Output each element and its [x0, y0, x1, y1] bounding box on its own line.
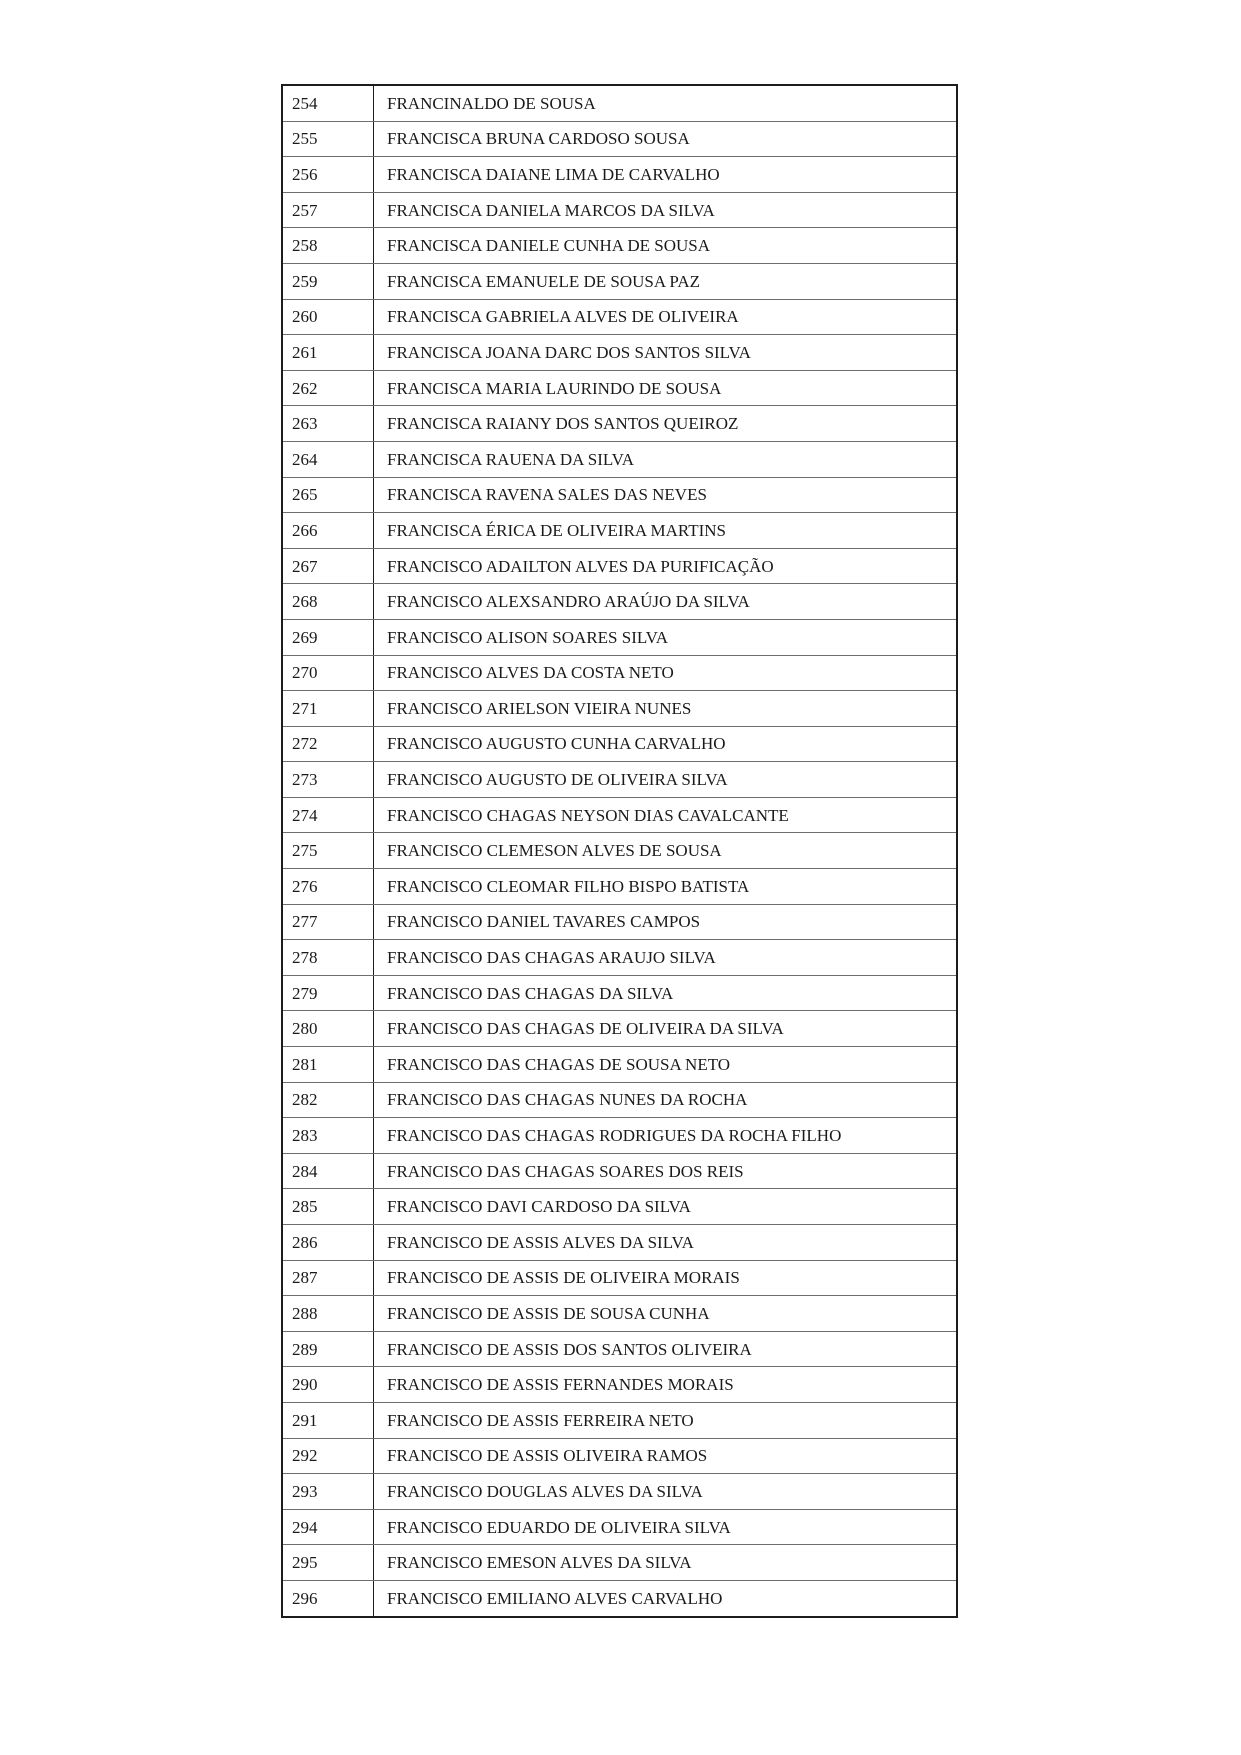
row-name-cell: FRANCISCA GABRIELA ALVES DE OLIVEIRA: [374, 299, 958, 335]
row-number-cell: 264: [282, 441, 374, 477]
row-name-cell: FRANCISCO ALEXSANDRO ARAÚJO DA SILVA: [374, 584, 958, 620]
table-row: [282, 940, 957, 976]
row-number-cell: 255: [282, 121, 374, 157]
row-name-cell: FRANCISCO DAS CHAGAS RODRIGUES DA ROCHA FILHO: [374, 1118, 958, 1154]
row-number-cell: 257: [282, 192, 374, 228]
row-name-cell: FRANCISCO DE ASSIS DOS SANTOS OLIVEIRA: [374, 1331, 958, 1367]
table-row: [282, 157, 957, 193]
row-name-cell: FRANCISCO CLEOMAR FILHO BISPO BATISTA: [374, 869, 958, 905]
row-name-cell: FRANCISCO AUGUSTO DE OLIVEIRA SILVA: [374, 762, 958, 798]
row-number-cell: 289: [282, 1331, 374, 1367]
row-name-cell: FRANCISCA EMANUELE DE SOUSA PAZ: [374, 263, 958, 299]
name-list-table: [281, 84, 958, 1618]
row-number-cell: 294: [282, 1509, 374, 1545]
table-row: [282, 263, 957, 299]
row-number-cell: 290: [282, 1367, 374, 1403]
row-name-cell: FRANCISCO DE ASSIS FERNANDES MORAIS: [374, 1367, 958, 1403]
row-number-cell: 273: [282, 762, 374, 798]
table-row: [282, 1545, 957, 1581]
row-number-cell: 262: [282, 370, 374, 406]
table-row: [282, 762, 957, 798]
row-number-cell: 275: [282, 833, 374, 869]
table-row: [282, 192, 957, 228]
row-name-cell: FRANCISCA RAVENA SALES DAS NEVES: [374, 477, 958, 513]
table-row: [282, 797, 957, 833]
row-number-cell: 296: [282, 1580, 374, 1616]
row-name-cell: FRANCISCO ALISON SOARES SILVA: [374, 619, 958, 655]
row-name-cell: FRANCISCO DE ASSIS ALVES DA SILVA: [374, 1225, 958, 1261]
row-name-cell: FRANCINALDO DE SOUSA: [374, 85, 958, 121]
table-row: [282, 691, 957, 727]
row-name-cell: FRANCISCO EMILIANO ALVES CARVALHO: [374, 1580, 958, 1616]
row-number-cell: 282: [282, 1082, 374, 1118]
row-number-cell: 261: [282, 335, 374, 371]
row-number-cell: 280: [282, 1011, 374, 1047]
row-name-cell: FRANCISCO DAVI CARDOSO DA SILVA: [374, 1189, 958, 1225]
row-number-cell: 271: [282, 691, 374, 727]
row-name-cell: FRANCISCA DANIELE CUNHA DE SOUSA: [374, 228, 958, 264]
row-number-cell: 281: [282, 1047, 374, 1083]
row-number-cell: 277: [282, 904, 374, 940]
row-number-cell: 266: [282, 513, 374, 549]
table-row: [282, 1331, 957, 1367]
row-name-cell: FRANCISCA RAIANY DOS SANTOS QUEIROZ: [374, 406, 958, 442]
row-number-cell: 283: [282, 1118, 374, 1154]
table-row: [282, 299, 957, 335]
row-number-cell: 260: [282, 299, 374, 335]
row-number-cell: 270: [282, 655, 374, 691]
row-number-cell: 295: [282, 1545, 374, 1581]
table-row: [282, 441, 957, 477]
row-name-cell: FRANCISCA JOANA DARC DOS SANTOS SILVA: [374, 335, 958, 371]
row-name-cell: FRANCISCO DAS CHAGAS DE SOUSA NETO: [374, 1047, 958, 1083]
row-name-cell: FRANCISCA MARIA LAURINDO DE SOUSA: [374, 370, 958, 406]
row-name-cell: FRANCISCO EMESON ALVES DA SILVA: [374, 1545, 958, 1581]
table-row: [282, 1296, 957, 1332]
row-number-cell: 258: [282, 228, 374, 264]
row-name-cell: FRANCISCA RAUENA DA SILVA: [374, 441, 958, 477]
row-number-cell: 278: [282, 940, 374, 976]
row-number-cell: 291: [282, 1402, 374, 1438]
row-number-cell: 256: [282, 157, 374, 193]
row-name-cell: FRANCISCO DAS CHAGAS DE OLIVEIRA DA SILVA: [374, 1011, 958, 1047]
row-number-cell: 293: [282, 1474, 374, 1510]
row-name-cell: FRANCISCA BRUNA CARDOSO SOUSA: [374, 121, 958, 157]
table-row: [282, 1225, 957, 1261]
table-row: [282, 1260, 957, 1296]
row-name-cell: FRANCISCO ALVES DA COSTA NETO: [374, 655, 958, 691]
table-row: [282, 121, 957, 157]
row-name-cell: FRANCISCO AUGUSTO CUNHA CARVALHO: [374, 726, 958, 762]
table-row: [282, 370, 957, 406]
row-number-cell: 276: [282, 869, 374, 905]
row-number-cell: 285: [282, 1189, 374, 1225]
row-number-cell: 265: [282, 477, 374, 513]
row-name-cell: FRANCISCO DE ASSIS DE SOUSA CUNHA: [374, 1296, 958, 1332]
table-row: [282, 1474, 957, 1510]
table-row: [282, 584, 957, 620]
row-number-cell: 263: [282, 406, 374, 442]
row-number-cell: 288: [282, 1296, 374, 1332]
table-row: [282, 1509, 957, 1545]
row-name-cell: FRANCISCO EDUARDO DE OLIVEIRA SILVA: [374, 1509, 958, 1545]
row-name-cell: FRANCISCO ADAILTON ALVES DA PURIFICAÇÃO: [374, 548, 958, 584]
row-number-cell: 272: [282, 726, 374, 762]
table-row: [282, 975, 957, 1011]
row-name-cell: FRANCISCO DE ASSIS FERREIRA NETO: [374, 1402, 958, 1438]
table-row: [282, 477, 957, 513]
row-name-cell: FRANCISCO CLEMESON ALVES DE SOUSA: [374, 833, 958, 869]
row-number-cell: 279: [282, 975, 374, 1011]
table-row: [282, 726, 957, 762]
row-name-cell: FRANCISCO DAS CHAGAS SOARES DOS REIS: [374, 1153, 958, 1189]
table-row: [282, 1580, 957, 1616]
row-number-cell: 269: [282, 619, 374, 655]
row-number-cell: 254: [282, 85, 374, 121]
table-row: [282, 1402, 957, 1438]
row-number-cell: 259: [282, 263, 374, 299]
table-row: [282, 335, 957, 371]
row-number-cell: 274: [282, 797, 374, 833]
table-row: [282, 1153, 957, 1189]
row-name-cell: FRANCISCO DE ASSIS OLIVEIRA RAMOS: [374, 1438, 958, 1474]
table-row: [282, 513, 957, 549]
table-row: [282, 1438, 957, 1474]
row-name-cell: FRANCISCO DAS CHAGAS DA SILVA: [374, 975, 958, 1011]
table-body: [282, 85, 957, 1617]
table-row: [282, 619, 957, 655]
row-number-cell: 286: [282, 1225, 374, 1261]
table-row: [282, 869, 957, 905]
row-name-cell: FRANCISCO DE ASSIS DE OLIVEIRA MORAIS: [374, 1260, 958, 1296]
table-row: [282, 1189, 957, 1225]
row-number-cell: 284: [282, 1153, 374, 1189]
row-name-cell: FRANCISCA DANIELA MARCOS DA SILVA: [374, 192, 958, 228]
row-name-cell: FRANCISCA ÉRICA DE OLIVEIRA MARTINS: [374, 513, 958, 549]
row-name-cell: FRANCISCO ARIELSON VIEIRA NUNES: [374, 691, 958, 727]
table-row: [282, 1047, 957, 1083]
row-name-cell: FRANCISCO CHAGAS NEYSON DIAS CAVALCANTE: [374, 797, 958, 833]
table-row: [282, 406, 957, 442]
table-row: [282, 85, 957, 121]
table-row: [282, 1011, 957, 1047]
row-name-cell: FRANCISCA DAIANE LIMA DE CARVALHO: [374, 157, 958, 193]
row-number-cell: 267: [282, 548, 374, 584]
row-number-cell: 287: [282, 1260, 374, 1296]
row-number-cell: 268: [282, 584, 374, 620]
row-name-cell: FRANCISCO DOUGLAS ALVES DA SILVA: [374, 1474, 958, 1510]
table-row: [282, 904, 957, 940]
table-row: [282, 548, 957, 584]
table-row: [282, 228, 957, 264]
row-name-cell: FRANCISCO DANIEL TAVARES CAMPOS: [374, 904, 958, 940]
table-row: [282, 1118, 957, 1154]
row-number-cell: 292: [282, 1438, 374, 1474]
table-row: [282, 833, 957, 869]
row-name-cell: FRANCISCO DAS CHAGAS ARAUJO SILVA: [374, 940, 958, 976]
table-row: [282, 655, 957, 691]
table-row: [282, 1367, 957, 1403]
table-row: [282, 1082, 957, 1118]
row-name-cell: FRANCISCO DAS CHAGAS NUNES DA ROCHA: [374, 1082, 958, 1118]
